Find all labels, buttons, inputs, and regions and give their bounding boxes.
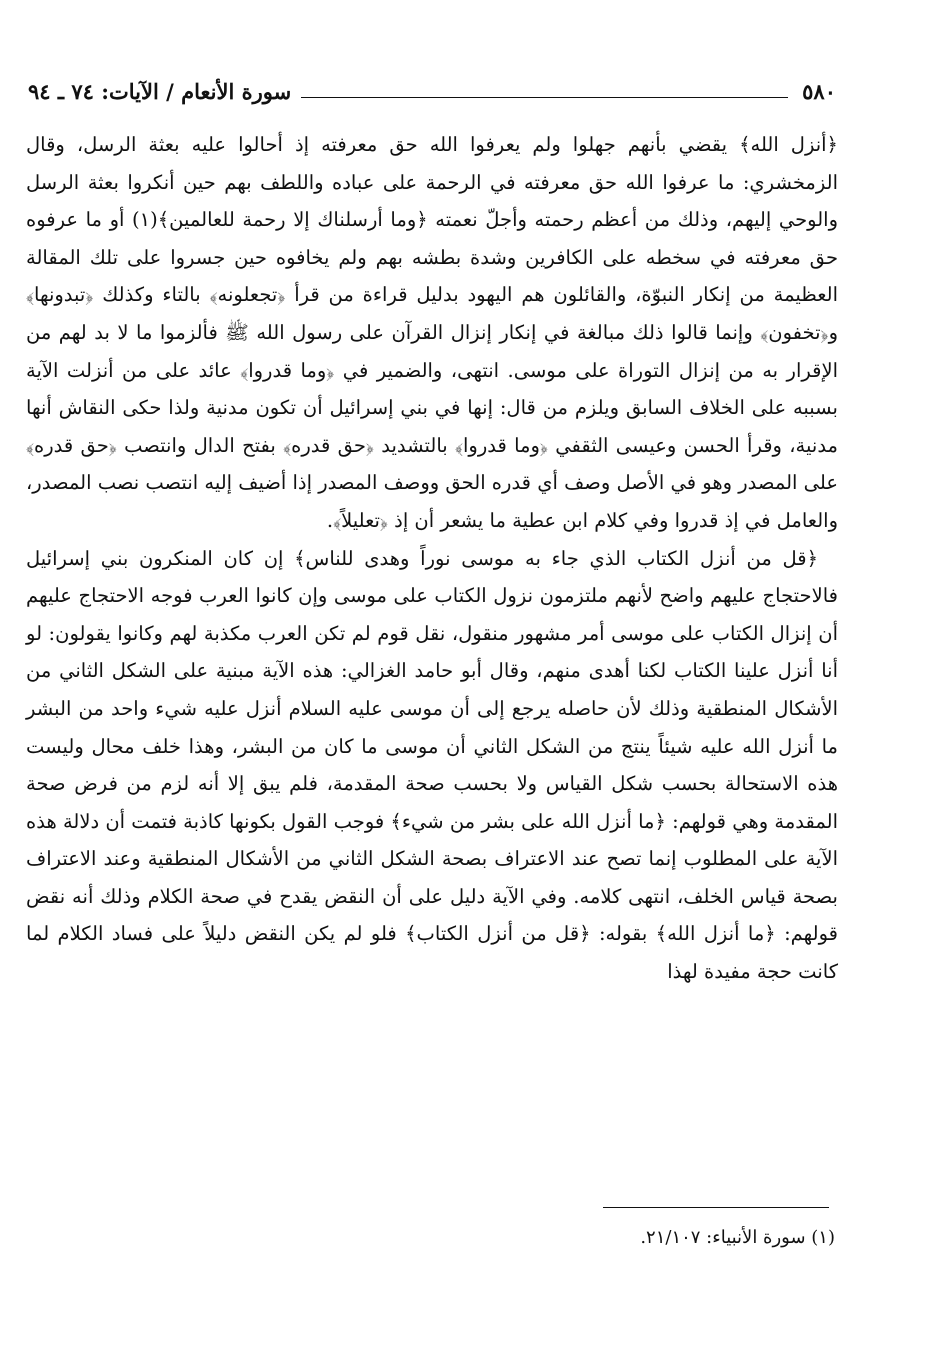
footnote-divider	[603, 1207, 829, 1208]
paragraph-1: ﴿أنزل الله﴾ يقضي بأنهم جهلوا ولم يعرفوا الله حق معرفته إذ أحالوا عليه بعثة الرسل، وقال الزمخشري: ما عرفوا الله حق معرفته في الرحمة على عباده واللطف بهم حين أنكروا بعثة الرسل والوحي إليهم، وذلك من أعظم رحمته وأجلّ نعمته ﴿وما أرسلناك إلا رحمة للعالمين﴾(١) أو ما عرفوه حق معرفته في سخطه على الكافرين وشدة بطشه بهم ولم يخافوه حين جسروا على تلك المقالة العظيمة من إنكار النبوّة، والقائلون هم اليهود بدليل قراءة من قرأ ﴿تجعلونه﴾ بالتاء وكذلك ﴿تبدونها﴾ و﴿تخفون﴾ وإنما قالوا ذلك مبالغة في إنكار إنزال القرآن على رسول الله ﷺ فألزموا ما لا بد لهم من الإقرار به من إنزال التوراة على موسى. انتهى، والضمير في ﴿وما قدروا﴾ عائد على من أنزلت الآية بسببه على الخلاف السابق ويلزم من قال: إنها في بني إسرائيل أن تكون مدنية ولذا حكى النقاش أنها مدنية، وقرأ الحسن وعيسى الثقفي ﴿وما قدروا﴾ بالتشديد ﴿حق قدره﴾ بفتح الدال وانتصب ﴿حق قدره﴾ على المصدر وهو في الأصل وصف أي قدره الحق ووصف المصدر إذا أضيف إليه انتصب نصب المصدر، والعامل في إذ قدروا وفي كلام ابن عطية ما يشعر أن إذ ﴿تعليلاً﴾.	[26, 133, 838, 532]
footnote: (١) سورة الأنبياء: ٢١/١٠٧.	[640, 1227, 835, 1248]
paragraph-2: ﴿قل من أنزل الكتاب الذي جاء به موسى نوراً وهدى للناس﴾ إن كان المنكرون بني إسرائيل فالاحتجاج عليهم واضح لأنهم ملتزمون نزول الكتاب على موسى وإن كانوا العرب فوجه الاحتجاج عليهم أن إنزال الكتاب على موسى أمر مشهور منقول، نقل قوم لم تكن العرب مكذبة لهم وكانوا يقولون: لو أنا أنزل علينا الكتاب لكنا أهدى منهم، وقال أبو حامد الغزالي: هذه الآية مبنية على الشكل الثاني من الأشكال المنطقية وذلك لأن حاصله يرجع إلى أن موسى عليه السلام أنزل عليه شيء واحد من البشر ما أنزل الله عليه شيئاً ينتج من الشكل الثاني أن موسى ما كان من البشر، وهذا خلف محال وليست هذه الاستحالة بحسب شكل القياس ولا بحسب صحة المقدمة، فلم يبق إلا أنه لزم من فرض صحة المقدمة وهي قولهم: ﴿ما أنزل الله على بشر من شيء﴾ فوجب القول بكونها كاذبة فتمت أن دلالة هذه الآية على المطلوب إنما تصح عند الاعتراف بصحة الشكل الثاني من الأشكال المنطقية وعند الاعتراف بصحة قياس الخلف، انتهى كلامه. وفي الآية دليل على أن النقض يقدح في صحة الكلام وذلك أنه نقض قولهم: ﴿ما أنزل الله﴾ بقوله: ﴿قل من أنزل الكتاب﴾ فلو لم يكن النقض دليلاً على فساد الكلام لما كانت حجة مفيدة لهذا	[26, 546, 838, 984]
running-header	[28, 70, 836, 104]
page-number: ٥٨٠	[802, 79, 836, 104]
surah-title: سورة الأنعام / الآيات: ٧٤ ـ ٩٤	[28, 79, 292, 104]
body-text	[26, 126, 838, 991]
header-rule	[301, 97, 788, 98]
